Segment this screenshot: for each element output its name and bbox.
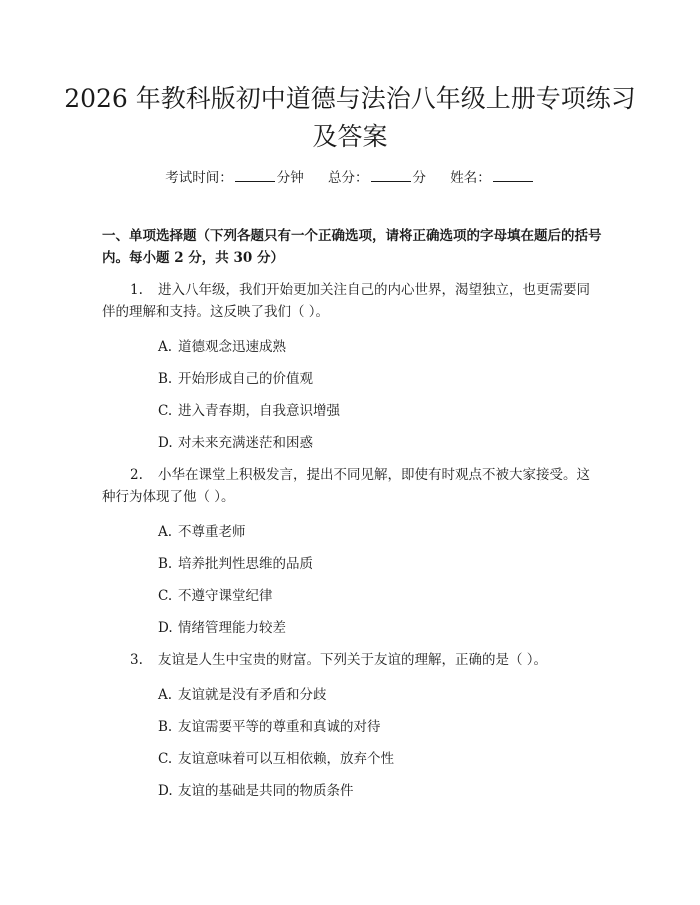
section-heading: 一、单项选择题（下列各题只有一个正确选项，请将正确选项的字母填在题后的括号内。每小题 2 分，共 30 分）	[102, 228, 602, 266]
option-letter: C.	[158, 751, 173, 767]
question-text: 小华在课堂上积极发言，提出不同见解，即使有时观点不被大家接受。这种行为体现了他（ ）。	[102, 467, 590, 505]
option-letter: B.	[158, 556, 173, 572]
question-2	[102, 464, 602, 639]
option-d	[158, 780, 602, 802]
question-number: 1.	[130, 282, 143, 298]
question-text: 进入八年级，我们开始更加关注自己的内心世界，渴望独立，也更需要同伴的理解和支持。这反映了我们（ ）。	[102, 282, 590, 320]
student-name-field	[450, 167, 535, 189]
option-text: 友谊就是没有矛盾和分歧	[178, 687, 327, 703]
option-a	[158, 521, 602, 543]
option-letter: D.	[158, 620, 173, 636]
total-score-label: 总分：	[328, 170, 369, 186]
document-title: 2026 年教科版初中道德与法治八年级上册专项练习及答案	[64, 84, 636, 151]
option-a	[158, 336, 602, 358]
option-letter: A.	[158, 524, 173, 540]
exam-time-blank	[235, 167, 275, 182]
option-text: 不遵守课堂纪律	[178, 588, 273, 604]
option-c	[158, 748, 602, 770]
question-number: 2.	[130, 467, 143, 483]
option-letter: C.	[158, 403, 173, 419]
student-name-blank	[493, 167, 533, 182]
question-stem	[102, 649, 602, 671]
option-letter: B.	[158, 371, 173, 387]
question-stem	[102, 464, 602, 508]
option-text: 对未来充满迷茫和困惑	[178, 435, 313, 451]
total-score-field	[328, 167, 426, 189]
option-text: 友谊意味着可以互相依赖，放弃个性	[178, 751, 394, 767]
question-text: 友谊是人生中宝贵的财富。下列关于友谊的理解，正确的是（ ）。	[158, 652, 548, 668]
exam-time-label: 考试时间：	[165, 170, 233, 186]
option-text: 友谊的基础是共同的物质条件	[178, 783, 354, 799]
exam-time-field	[165, 167, 304, 189]
student-name-label: 姓名：	[450, 170, 491, 186]
option-letter: A.	[158, 687, 173, 703]
option-text: 不尊重老师	[178, 524, 246, 540]
option-text: 进入青春期，自我意识增强	[178, 403, 340, 419]
option-letter: D.	[158, 435, 173, 451]
option-b	[158, 368, 602, 390]
question-1	[102, 279, 602, 454]
option-a	[158, 684, 602, 706]
option-text: 道德观念迅速成熟	[178, 339, 286, 355]
option-c	[158, 585, 602, 607]
option-letter: C.	[158, 588, 173, 604]
question-3	[102, 649, 602, 802]
total-score-unit: 分	[412, 170, 426, 186]
option-b	[158, 716, 602, 738]
option-c	[158, 400, 602, 422]
question-list	[102, 279, 602, 812]
option-text: 开始形成自己的价值观	[178, 371, 313, 387]
question-number: 3.	[130, 652, 143, 668]
question-stem	[102, 279, 602, 323]
option-b	[158, 553, 602, 575]
exam-time-unit: 分钟	[276, 170, 304, 186]
option-letter: D.	[158, 783, 173, 799]
option-letter: A.	[158, 339, 173, 355]
exam-info-line	[0, 167, 700, 189]
option-text: 友谊需要平等的尊重和真诚的对待	[178, 719, 381, 735]
option-letter: B.	[158, 719, 173, 735]
option-text: 情绪管理能力较差	[178, 620, 286, 636]
option-text: 培养批判性思维的品质	[178, 556, 313, 572]
option-d	[158, 617, 602, 639]
option-d	[158, 432, 602, 454]
total-score-blank	[371, 167, 411, 182]
